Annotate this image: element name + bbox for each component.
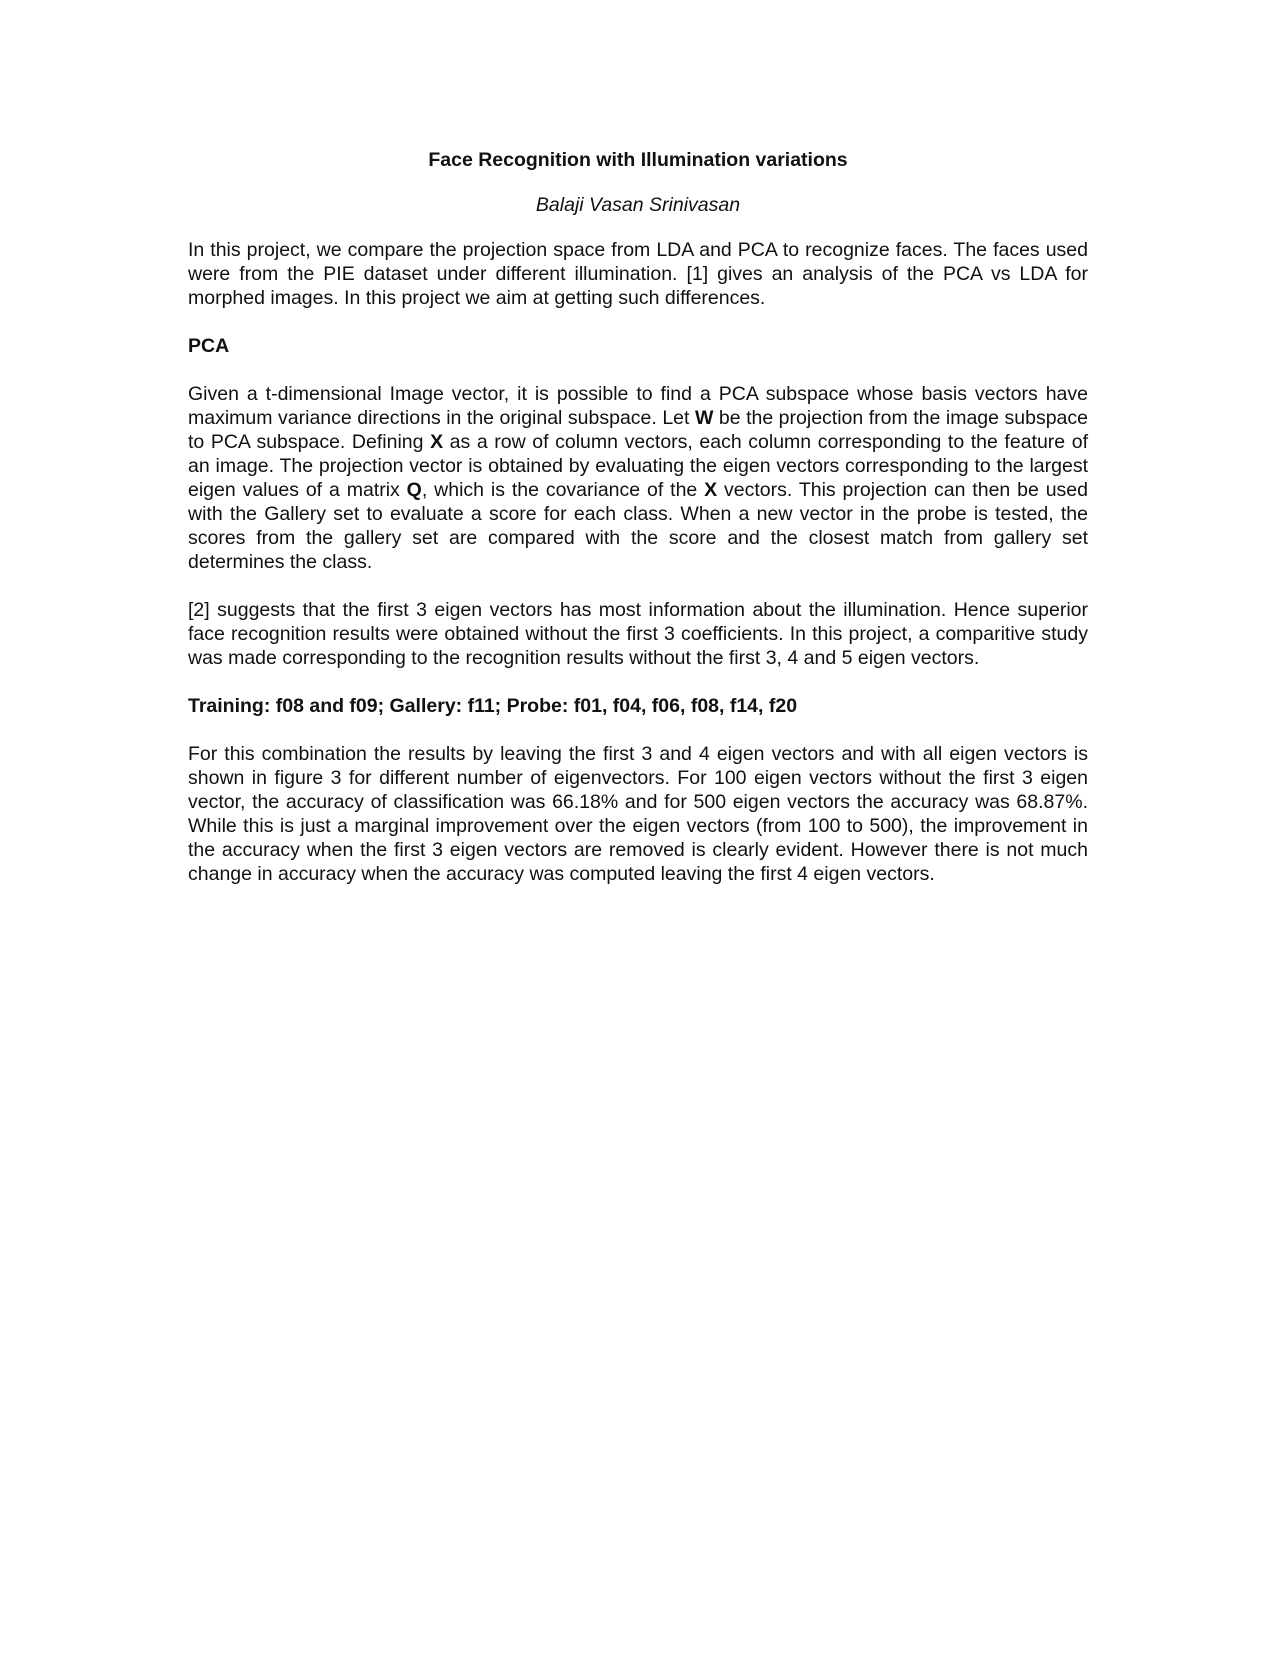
- intro-paragraph: In this project, we compare the projection space from LDA and PCA to recognize faces. The faces used were from the PIE dataset under different illumination. [1] gives an analysis of the PCA vs LDA for morphed images. In this project we aim at getting such differences.: [188, 239, 1088, 309]
- author-name: Balaji Vasan Srinivasan: [535, 194, 741, 216]
- pca-text-4: , which is the covariance of the: [421, 479, 705, 501]
- pca-heading: PCA: [188, 335, 230, 357]
- document-page: [188, 148, 1088, 910]
- symbol-w: W: [694, 407, 714, 429]
- training-heading: Training: f08 and f09; Gallery: f11; Probe: f01, f04, f06, f08, f14, f20: [188, 695, 798, 717]
- pca-paragraph-2: [2] suggests that the first 3 eigen vectors has most information about the illumination. Hence superior face recognition results were obtained without the first 3 coefficients. In this project, a comparitive study was made corresponding to the recognition results without the first 3, 4 and 5 eigen vectors.: [188, 599, 1088, 669]
- symbol-x-2: X: [704, 479, 718, 501]
- symbol-x: X: [430, 431, 444, 453]
- pca-text-2: be the projection from the image subspace to PCA subspace. Defining: [188, 407, 1088, 453]
- pca-text-1: Given a t-dimensional Image vector, it is possible to find a PCA subspace whose basis vectors have maximum variance directions in the original subspace. Let: [188, 383, 1088, 429]
- pca-text-5: vectors. This projection can then be used with the Gallery set to evaluate a score for each class. When a new vector in the probe is tested, the scores from the gallery set are compared with the score and the closest match from gallery set determines the class.: [188, 479, 1088, 573]
- pca-text-3: as a row of column vectors, each column corresponding to the feature of an image. The projection vector is obtained by evaluating the eigen vectors corresponding to the largest eigen values of a matrix: [188, 431, 1088, 501]
- symbol-q: Q: [406, 479, 422, 501]
- pca-paragraph-1: [188, 382, 1088, 574]
- results-paragraph: For this combination the results by leaving the first 3 and 4 eigen vectors and with all eigen vectors is shown in figure 3 for different number of eigenvectors. For 100 eigen vectors without the first 3 eigen vector, the accuracy of classification was 66.18% and for 500 eigen vectors the accuracy was 68.87%. While this is just a marginal improvement over the eigen vectors (from 100 to 500), the improvement in the accuracy when the first 3 eigen vectors are removed is clearly evident. However there is not much change in accuracy when the accuracy was computed leaving the first 4 eigen vectors.: [188, 743, 1088, 885]
- paper-title: Face Recognition with Illumination variations: [428, 149, 848, 171]
